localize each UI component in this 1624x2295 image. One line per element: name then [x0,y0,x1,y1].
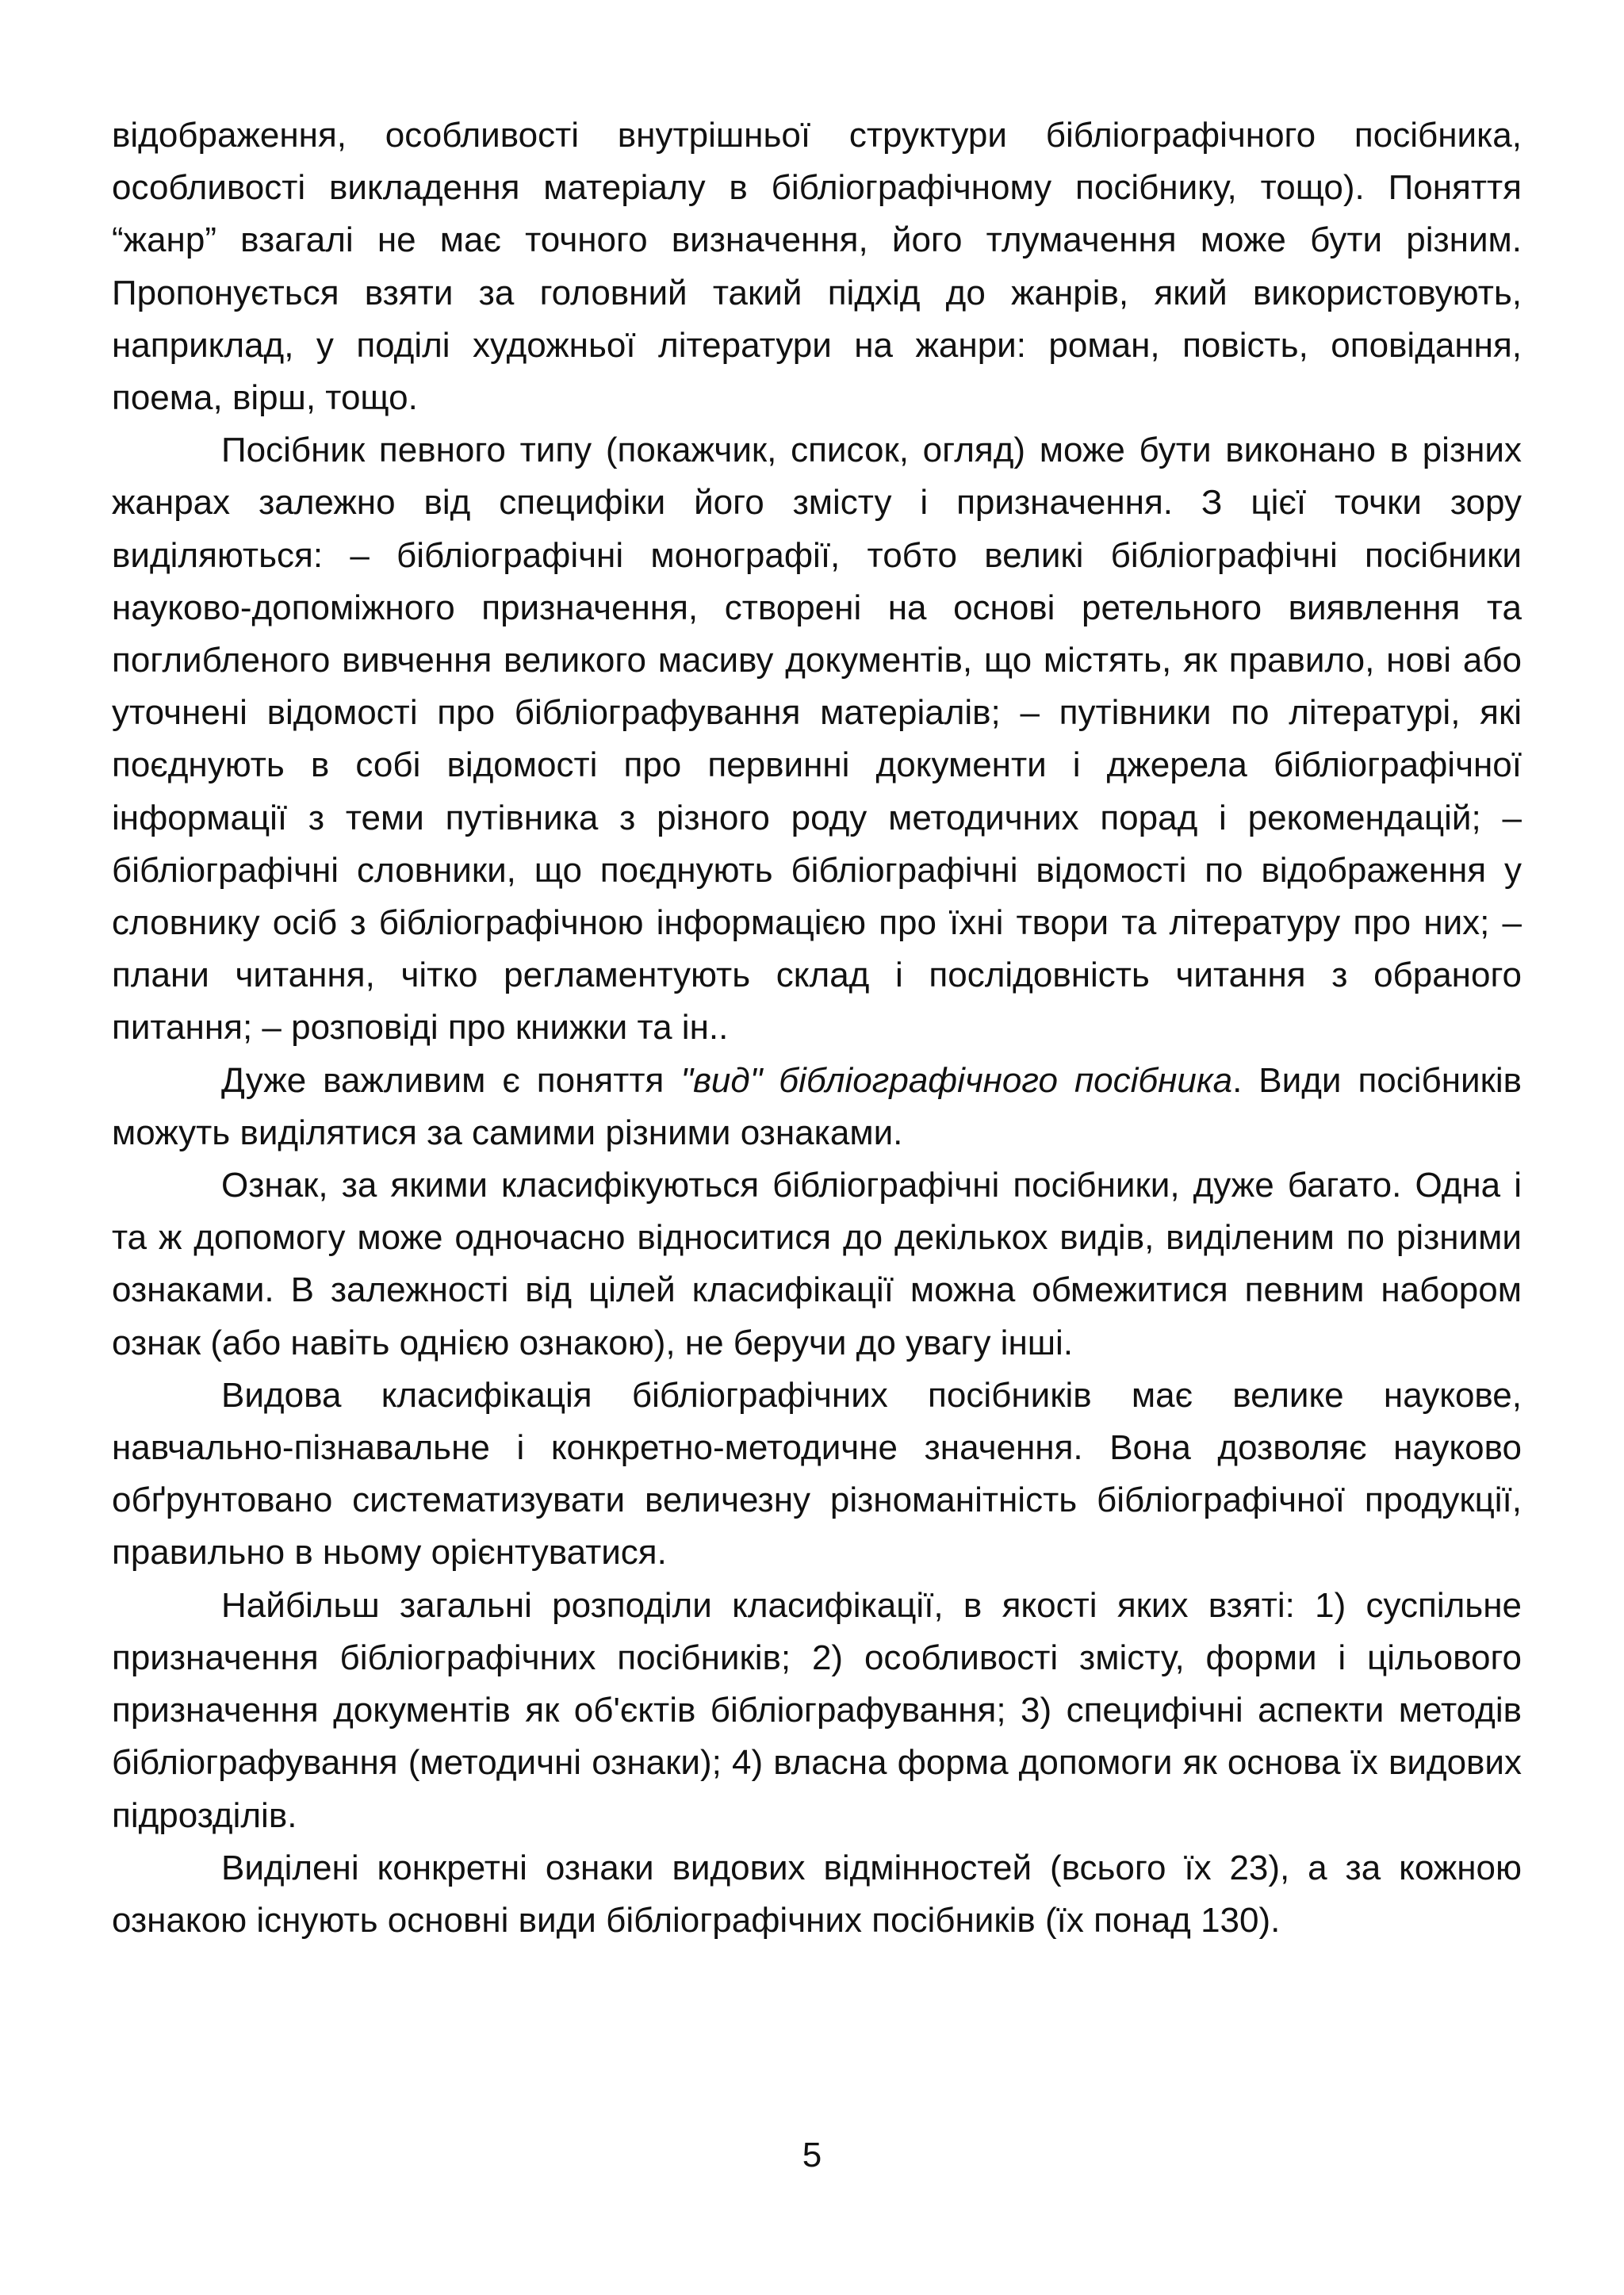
paragraph-1: відображення, особливості внутрішньої структури бібліографічного посібника, особливості викладення матеріалу в бібліографічному посібнику, тощо). Поняття “жанр” взагалі не має точного визначення, його тлумачення може бути різним. Пропонується взяти за головний такий підхід до жанрів, який використовують, наприклад, у поділі художньої літератури на жанри: роман, повість, оповідання, поема, вірш, тощо. [112,116,1522,418]
paragraph-2: Посібник певного типу (покажчик, список, огляд) може бути виконано в різних жанрах залежно від специфіки його змісту і призначення. З цієї точки зору виділяються: – бібліографічні монографії, тобто великі бібліографічні посібники науково-допоміжного призначення, створені на основі ретельного виявлення та поглибленого вивчення великого масиву документів, що містять, як правило, нові або уточнені відомості про бібліографування матеріалів; – путівники по літературі, які поєднують в собі відомості про первинні документи і джерела бібліографічної інформації з теми путівника з різного роду методичних порад і рекомендацій; – бібліографічні словники, що поєднують бібліографічні відомості по відображення у словнику осіб з бібліографічною інформацією про їхні твори та літературу про них; – плани читання, чітко регламентують склад і послідовність читання з обраного питання; – розповіді про книжки та ін.. [112,431,1522,1048]
paragraph-6: Найбільш загальні розподіли класифікації, в якості яких взяті: 1) суспільне призначення бібліографічних посібників; 2) особливості змісту, форми і цільового призначення документів як об'єктів бібліографування; 3) специфічні аспекти методів бібліографування (методичні ознаки); 4) власна форма допомоги як основа їх видових підрозділів. [112,1585,1522,1835]
paragraph-3-tail: . Види посібників можуть виділятися за самими різними ознаками. [112,1060,1522,1152]
paragraph-7: Виділені конкретні ознаки видових відмінностей (всього їх 23), а за кожною ознакою існують основні види бібліографічних посібників (їх понад 130). [112,1848,1522,1940]
body-text [112,109,1522,1947]
paragraph-4: Ознак, за якими класифікуються бібліографічні посібники, дуже багато. Одна і та ж допомогу може одночасно відноситися до декількох видів, виділеним по різними ознаками. В залежності від цілей класифікації можна обмежитися певним набором ознак (або навіть однією ознакою), не беручи до увагу інші. [112,1166,1522,1362]
paragraph-3-emphasis: "вид" бібліографічного посібника [680,1060,1233,1100]
paragraph-5: Видова класифікація бібліографічних посібників має велике наукове, навчально-пізнавальне і конкретно-методичне значення. Вона дозволяє науково обґрунтовано систематизувати величезну різноманітність бібліографічної продукції, правильно в ньому орієнтуватися. [112,1375,1522,1573]
page-number: 5 [802,2136,822,2174]
paragraph-3-lead: Дуже важливим є поняття [221,1060,681,1100]
paragraph-3 [112,1055,1522,1159]
